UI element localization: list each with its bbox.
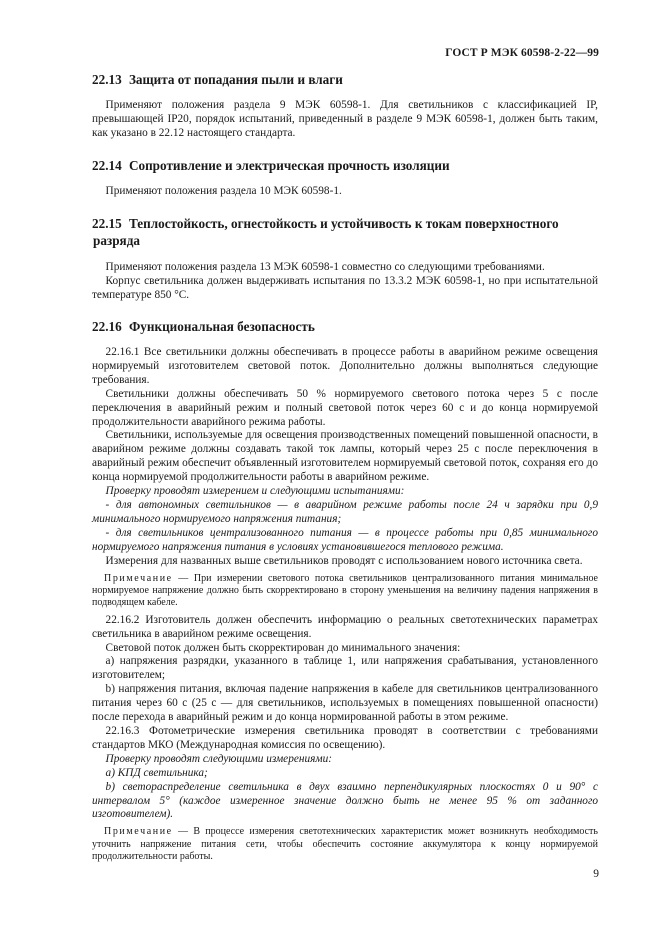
section-body-22-16 — [92, 346, 598, 864]
note-text: — При измерении светового потока светильников централизованного питания минимальное нормируемое напряжение должно быть скорректировано в сторону уменьшения на величину падения напряжения в подводящем кабеле. — [92, 572, 598, 609]
paragraph: Светильники, используемые для освещения производственных помещений повышенной опасности, в аварийном режиме должны создавать такой ток лампы, который через 25 с после переключения в аварийный режим обеспечит объявленный изготовителем нормируемый световой поток, сохраняя его до конца нормируемой продолжительности работы в аварийном режиме. — [92, 429, 598, 484]
paragraph: 22.16.1 Все светильники должны обеспечивать в процессе работы в аварийном режиме освещения нормируемый изготовителем световой поток. Дополнительно должны выполняться следующие требования. — [92, 346, 598, 386]
section-title: Сопротивление и электрическая прочность изоляции — [128, 158, 450, 173]
section-title: Защита от попадания пыли и влаги — [128, 72, 343, 87]
note-text: — В процессе измерения светотехнических характеристик может возникнуть необходимость уточнить напряжение питания сети, чтобы обеспечить состояние аккумулятора к концу нормируемой продолжительности работы. — [92, 826, 598, 863]
paragraph-italic: Проверку проводят следующими измерениями: — [105, 752, 332, 765]
paragraph-italic: - для светильников централизованного питания — в процессе работы при 0,85 минимального нормируемого напряжения питания в условиях установившегося теплового режима. — [92, 526, 598, 553]
section-title-line-2: разряда — [93, 233, 140, 248]
list-item: b) светораспределение светильника в двух взаимно перпендикулярных плоскостях 0 и 90° с интервалом 5° (каждое измеренное значение должно быть не менее 95 % от заданного изготовителем). — [92, 780, 598, 821]
paragraph: Световой поток должен быть скорректирован до минимального значения: — [105, 641, 461, 654]
list-item: a) напряжения разрядки, указанного в таблице 1, или напряжения срабатывания, установленного изготовителем; — [92, 655, 598, 682]
note — [92, 573, 598, 610]
section-number: 22.13 — [92, 72, 122, 87]
paragraph: Светильники должны обеспечивать 50 % нормируемого светового потока через 5 с после переключения в аварийный режим и полный световой поток через 60 с и до конца нормируемой продолжительности аварийного режима работы. — [92, 387, 598, 428]
section-title-line-1: Теплостойкость, огнестойкость и устойчивость к токам поверхностного — [128, 216, 559, 231]
paragraph: Применяют положения раздела 9 МЭК 60598-1. Для светильников с классификацией IP, превышающей IP20, порядок испытаний, приведенный в разделе 9 МЭК 60598-1, должен быть таким, как указано в 22.12 настоящего стандарта. — [92, 99, 598, 139]
paragraph-italic: Проверку проводят измерением и следующими испытаниями: — [105, 485, 405, 498]
section-body-22-14 — [92, 185, 598, 199]
section-body-22-15 — [92, 261, 598, 303]
section-number: 22.14 — [92, 158, 122, 173]
note-label: Примечание — [104, 572, 173, 584]
page-number: 9 — [593, 868, 599, 880]
paragraph: Измерения для названных выше светильников проводят с использованием нового источника света. — [105, 554, 583, 567]
list-item: b) напряжения питания, включая падение напряжения в кабеле для светильников централизованного питания через 60 с (25 с — для светильников, используемых в помещениях повышенной опасности) после перехода в аварийный режим и до конца нормированной работы в этом режиме. — [92, 683, 598, 724]
section-title: Функциональная безопасность — [128, 319, 315, 334]
document-header: ГОСТ Р МЭК 60598-2-22—99 — [445, 47, 599, 59]
section-number: 22.16 — [92, 319, 122, 334]
paragraph: Применяют положения раздела 10 МЭК 60598-1. — [105, 185, 342, 197]
paragraph-italic: - для автономных светильников — в аварийном режиме работы после 24 ч зарядки при 0,9 минимального нормируемого напряжения питания; — [92, 498, 598, 525]
note — [92, 826, 598, 863]
paragraph: 22.16.2 Изготовитель должен обеспечить информацию о реальных светотехнических параметрах светильника в аварийном режиме освещения. — [92, 613, 598, 640]
paragraph: Корпус светильника должен выдерживать испытания по 13.3.2 МЭК 60598-1, но при испытательной температуре 850 °С. — [92, 274, 598, 301]
section-body-22-13 — [92, 99, 598, 141]
paragraph: Применяют положения раздела 13 МЭК 60598-1 совместно со следующими требованиями. — [105, 261, 545, 273]
paragraph: 22.16.3 Фотометрические измерения светильника проводят в соответствии с требованиями стандартов МКО (Международная комиссия по освещению). — [92, 724, 598, 751]
list-item: a) КПД светильника; — [105, 766, 208, 779]
section-heading-22-13 — [92, 71, 612, 88]
section-number: 22.15 — [92, 216, 122, 231]
section-heading-22-16 — [92, 318, 612, 335]
note-label: Примечание — [104, 826, 173, 838]
section-heading-22-14 — [92, 157, 612, 174]
section-heading-22-15 — [92, 215, 612, 249]
